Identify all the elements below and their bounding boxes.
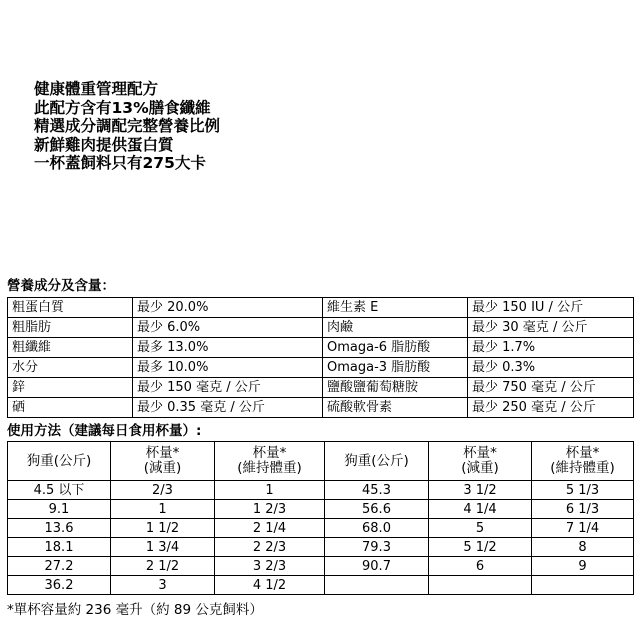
nutrient-value-cell: 最少 6.0% [133,318,323,338]
nutrition-row [8,298,634,318]
header-line: (減重) [143,460,182,476]
nutrient-name-cell: 水分 [8,358,133,378]
cup-amount-cell: 8 [532,538,634,557]
dog-weight-cell: 90.7 [325,557,429,576]
nutrient-value-cell: 最少 250 毫克 / 公斤 [468,398,634,418]
intro-line: 精選成分調配完整營養比例 [34,117,221,136]
header-line: (減重) [461,460,499,476]
nutrient-name-cell: 鹽酸鹽葡萄糖胺 [323,378,468,398]
cup-amount-cell: 2 2/3 [215,538,325,557]
feeding-header-cell [8,442,111,481]
cup-amount-cell: 6 1/3 [532,500,634,519]
feeding-table [7,441,634,595]
intro-line: 新鮮雞肉提供蛋白質 [34,135,174,154]
dog-weight-cell [325,576,429,595]
nutrient-value-cell: 最少 0.35 毫克 / 公斤 [133,398,323,418]
feeding-header-cell [215,442,325,481]
nutrient-name-cell: 維生素 E [323,298,468,318]
feeding-row [8,500,634,519]
nutrient-value-cell: 最少 20.0% [133,298,323,318]
nutrition-row [8,318,634,338]
feeding-header-cell [111,442,215,481]
dog-weight-cell: 36.2 [8,576,111,595]
feeding-row [8,576,634,595]
nutrient-name-cell: 粗纖維 [8,338,133,358]
cup-amount-cell: 7 1/4 [532,519,634,538]
cup-amount-cell: 4 1/4 [429,500,532,519]
cup-amount-cell: 9 [532,557,634,576]
nutrient-name-cell: 硫酸軟骨素 [323,398,468,418]
cup-amount-cell: 3 [111,576,215,595]
feeding-title: 使用方法（建議每日食用杯量）: [7,423,202,439]
nutrient-value-cell: 最少 750 毫克 / 公斤 [468,378,634,398]
cup-amount-cell: 1 3/4 [111,538,215,557]
feeding-row [8,557,634,576]
product-description [34,80,220,173]
dog-weight-cell: 4.5 以下 [8,481,111,500]
nutrient-name-cell: 肉鹼 [323,318,468,338]
nutrient-value-cell: 最少 0.3% [468,358,634,378]
feeding-row [8,519,634,538]
nutrient-name-cell: 粗脂肪 [8,318,133,338]
nutrient-name-cell: Omaga-3 脂肪酸 [323,358,468,378]
nutrition-title: 營養成分及含量： [7,278,115,294]
feeding-header-cell [429,442,532,481]
header-line: 杯量* [252,445,287,461]
header-line: (維持體重) [550,460,615,476]
intro-line: 此配方含有13%膳食纖維 [34,98,211,117]
nutrient-name-cell: 粗蛋白質 [8,298,133,318]
feeding-header-cell [325,442,429,481]
feeding-header-cell [532,442,634,481]
dog-weight-cell: 56.6 [325,500,429,519]
dog-weight-cell: 27.2 [8,557,111,576]
cup-amount-cell: 1 2/3 [215,500,325,519]
cup-amount-cell: 5 1/3 [532,481,634,500]
dog-weight-cell: 79.3 [325,538,429,557]
nutrient-name-cell: 硒 [8,398,133,418]
cup-amount-cell: 1 [111,500,215,519]
nutrient-name-cell: Omaga-6 脂肪酸 [323,338,468,358]
intro-line: 健康體重管理配方 [34,80,159,98]
nutrition-row [8,398,634,418]
dog-weight-cell: 9.1 [8,500,111,519]
cup-amount-cell: 4 1/2 [215,576,325,595]
cup-amount-cell: 5 1/2 [429,538,532,557]
dog-weight-cell: 18.1 [8,538,111,557]
nutrient-value-cell: 最多 13.0% [133,338,323,358]
intro-line: 一杯蓋飼料只有275大卡 [34,154,206,173]
nutrient-value-cell: 最少 150 IU / 公斤 [468,298,634,318]
header-line: 杯量* [145,445,180,461]
cup-amount-cell: 3 1/2 [429,481,532,500]
cup-amount-cell: 6 [429,557,532,576]
cup-amount-cell [532,576,634,595]
feeding-row [8,481,634,500]
nutrition-row [8,378,634,398]
cup-amount-cell: 1 [215,481,325,500]
dog-weight-cell: 13.6 [8,519,111,538]
cup-amount-cell [429,576,532,595]
header-line: (維持體重) [237,460,302,476]
header-line: 杯量* [463,445,497,461]
cup-amount-cell: 2 1/4 [215,519,325,538]
cup-amount-cell: 5 [429,519,532,538]
header-line: 狗重(公斤) [344,452,409,469]
dog-weight-cell: 45.3 [325,481,429,500]
cup-amount-cell: 1 1/2 [111,519,215,538]
footnote: *單杯容量約 236 毫升（約 89 公克飼料） [7,602,263,618]
cup-amount-cell: 2 1/2 [111,557,215,576]
feeding-row [8,538,634,557]
nutrition-row [8,338,634,358]
nutrition-table [7,297,634,418]
nutrient-value-cell: 最少 30 毫克 / 公斤 [468,318,634,338]
nutrient-value-cell: 最多 10.0% [133,358,323,378]
cup-amount-cell: 2/3 [111,481,215,500]
nutrient-name-cell: 鋅 [8,378,133,398]
header-line: 狗重(公斤) [26,452,92,469]
cup-amount-cell: 3 2/3 [215,557,325,576]
nutrition-row [8,358,634,378]
header-line: 杯量* [565,445,600,461]
nutrient-value-cell: 最少 150 毫克 / 公斤 [133,378,323,398]
nutrient-value-cell: 最少 1.7% [468,338,634,358]
dog-weight-cell: 68.0 [325,519,429,538]
